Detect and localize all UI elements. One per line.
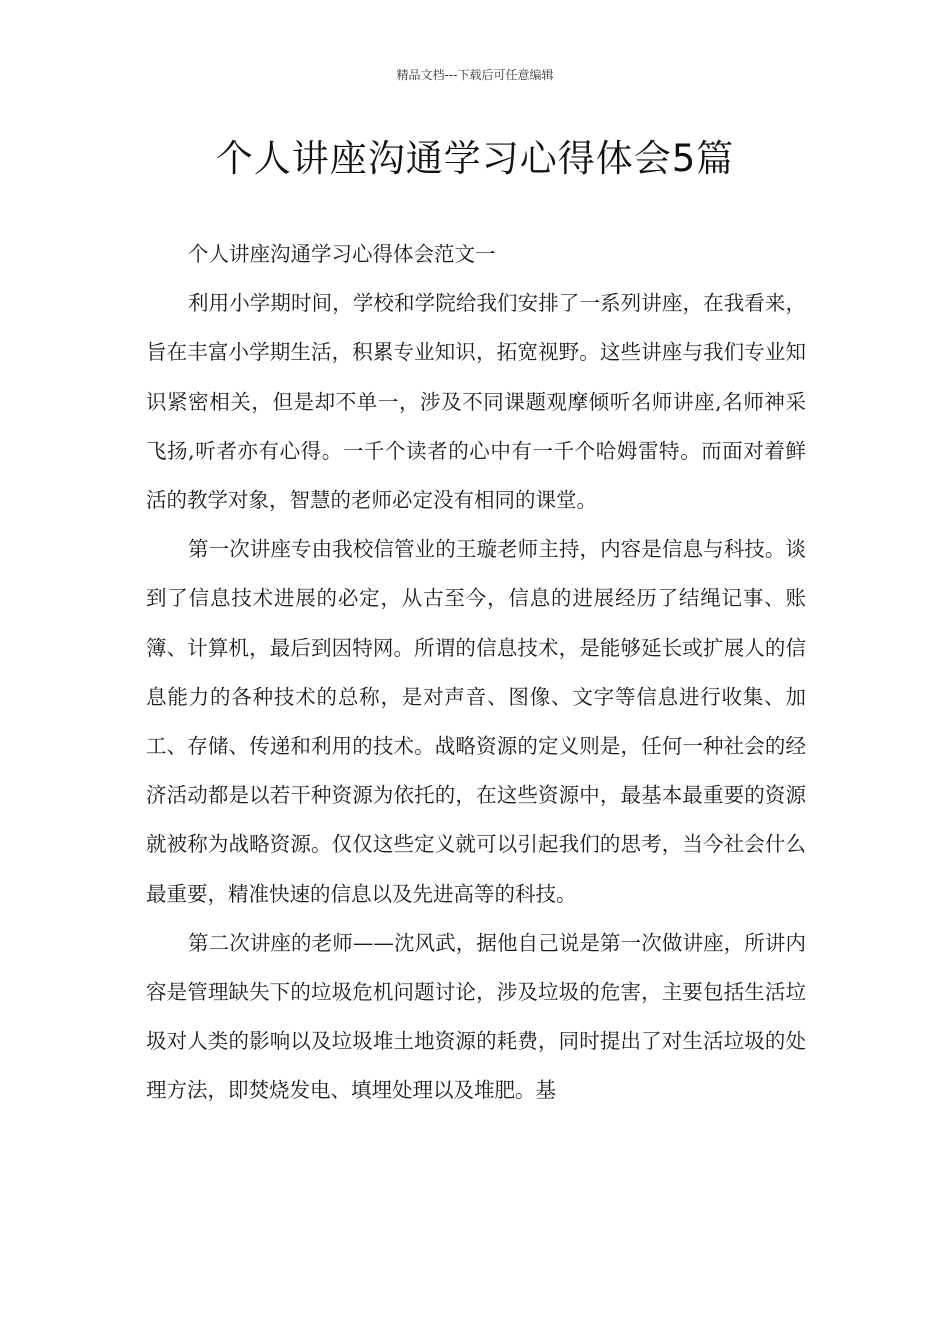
section-heading: 个人讲座沟通学习心得体会范文一: [188, 242, 496, 266]
page-title: 个人讲座沟通学习心得体会5篇: [215, 137, 735, 180]
header-note: 精品文档---下载后可任意编辑: [396, 68, 554, 82]
paragraph: 利用小学期时间，学校和学院给我们安排了一系列讲座，在我看来，旨在丰富小学期生活，积累专业知识，拓宽视野。这些讲座与我们专业知识紧密相关，但是却不单一，涉及不同课题观摩倾听名师讲座,名师神采飞扬,听者亦有心得。一千个读者的心中有一千个哈姆雷特。而面对着鲜活的教学对象，智慧的老师必定没有相同的课堂。: [146, 291, 806, 513]
paragraph: 第二次讲座的老师——沈风武，据他自己说是第一次做讲座，所讲内容是管理缺失下的垃圾危机问题讨论，涉及垃圾的危害，主要包括生活垃圾对人类的影响以及垃圾堆土地资源的耗费，同时提出了对生活垃圾的处理方法，即焚烧发电、填埋处理以及堆肥。基: [146, 930, 806, 1103]
document-body: [146, 230, 806, 1116]
paragraph: 第一次讲座专由我校信管业的王璇老师主持，内容是信息与科技。谈到了信息技术进展的必定，从古至今，信息的进展经历了结绳记事、账簿、计算机，最后到因特网。所谓的信息技术，是能够延长或扩展人的信息能力的各种技术的总称，是对声音、图像、文字等信息进行收集、加工、存储、传递和利用的技术。战略资源的定义则是，任何一种社会的经济活动都是以若干种资源为依托的，在这些资源中，最基本最重要的资源就被称为战略资源。仅仅这些定义就可以引起我们的思考，当今社会什么最重要，精准快速的信息以及先进高等的科技。: [146, 537, 806, 906]
